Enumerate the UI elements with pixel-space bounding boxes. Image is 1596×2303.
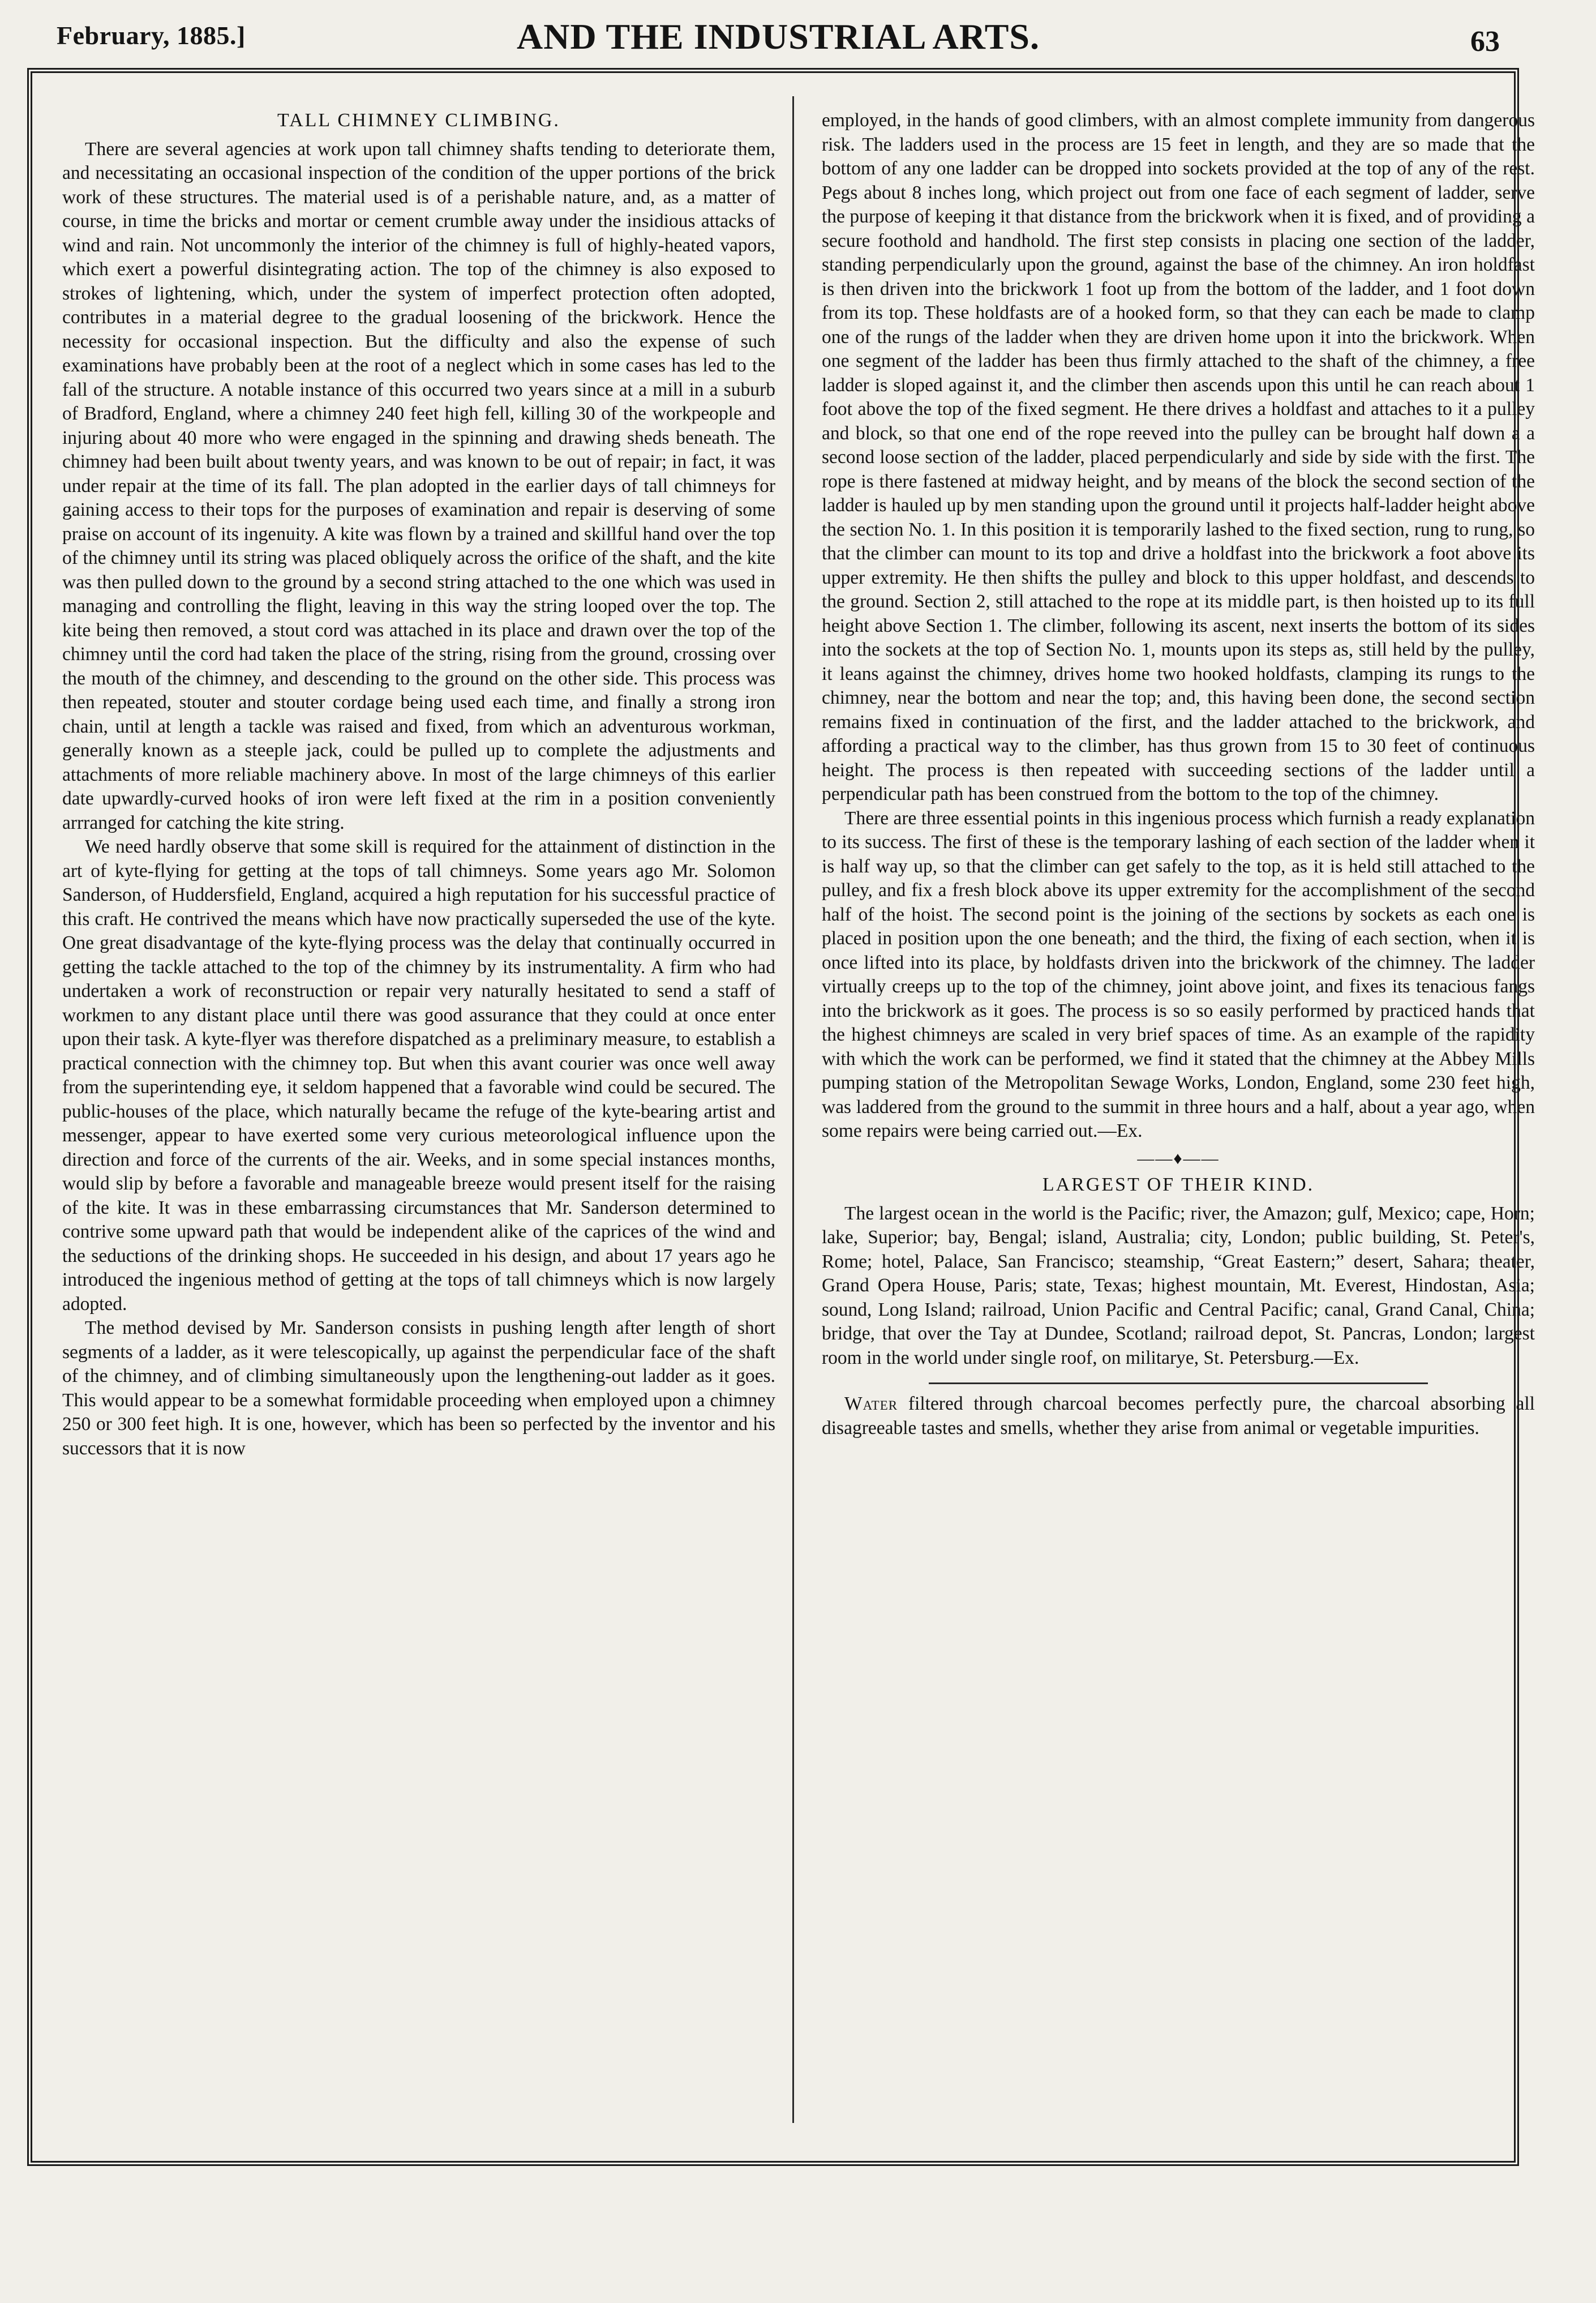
- article-paragraph: employed, in the hands of good climbers, with an almost complete immunity from dangerous risk. The ladders used in the process are 15 feet in length, and they are so made that the bottom of any one ladder can be dropped into sockets provided at the top of any of the rest. Pegs about 8 inches long, which project out from one face of each segment of ladder, serve the purpose of keeping it that distance from the brickwork when it is fixed, and of providing a secure foothold and handhold. The first step consists in placing one section of the ladder, standing perpendicularly upon the ground, against the base of the chimney. An iron holdfast is then driven into the brickwork 1 foot up from the bottom of the ladder, and 1 foot down from its top. These holdfasts are of a hooked form, so that they can each be made to clamp one of the rungs of the ladder when they are driven home upon it into the brickwork. When one segment of the ladder has been thus firmly attached to the shaft of the chimney, a free ladder is sloped against it, and the climber then ascends upon this until he can reach about 1 foot above the top of the fixed segment. He there drives a holdfast and attaches to it a pulley and block, so that one end of the rope reeved into the pulley can be brought half down a a second loose section of the ladder, placed perpendicularly and side by side with the first. The rope is there fastened at midway height, and by means of the block the second section of the ladder is hauled up by men standing upon the ground until it projects half-ladder height above the section No. 1. In this position it is temporarily lashed to the fixed section, rung to rung, so that the climber can mount to its top and drive a holdfast into the brickwork a foot above its upper extremity. He then shifts the pulley and block to this upper holdfast, and descends to the ground. Section 2, still attached to the rope at its middle part, is then hoisted up to its full height above Section 1. The climber, following its ascent, next inserts the bottom of its sides into the sockets at the top of Section No. 1, mounts upon its steps as, still held by the pulley, it leans against the chimney, drives home two hooked holdfasts, clamping its rungs to the chimney, near the bottom and near the top; and, this having been done, the second section remains fixed in continuation of the first, and the ladder attached to the brickwork, and affording a practical way to the climber, has thus grown from 15 to 30 feet of continuous height. The process is then repeated with succeeding sections of the ladder until a perpendicular path has been construed from the bottom to the top of the chimney.: [822, 110, 1535, 804]
- article-paragraph: The method devised by Mr. Sanderson consists in pushing length after length of short segments of a ladder, as it were telescopically, up against the perpendicular face of the shaft of the chimney, and of climbing simultaneously upon the lengthening-out ladder as it goes. This would appear to be a somewhat formidable proceeding when employed upon a chimney 250 or 300 feet high. It is one, however, which has been so perfected by the inventor and his successors that it is now: [62, 1317, 775, 1459]
- right-column: [822, 109, 1535, 2141]
- article-title-chimney: TALL CHIMNEY CLIMBING.: [277, 110, 560, 131]
- article-paragraph: We need hardly observe that some skill is required for the attainment of distinction in the art of kyte-flying for getting at the tops of tall chimneys. Some years ago Mr. Solomon Sanderson, of Huddersfield, England, acquired a high reputation for his successful practice of this craft. He contrived the means which have now practically superseded the use of the kyte. One great disadvantage of the kyte-flying process was the delay that continually occurred in getting the tackle attached to the top of the chimney by its instrumentality. A firm who had undertaken a work of reconstruction or repair very naturally hesitated to send a staff of workmen to any distant place until there was good assurance that they could at once enter upon their task. A kyte-flyer was therefore dispatched as a preliminary measure, to establish a practical connection with the chimney top. But when this avant courier was once well away from the superintending eye, it seldom happened that a favorable wind could be secured. The public-houses of the place, which naturally became the refuge of the kyte-bearing artist and messenger, appear to have exerted some very curious meteorological influence upon the direction and force of the currents of the air. Weeks, and in some special instances months, would slip by before a favorable and manageable breeze would present itself for the raising of the kite. It was in these embarrassing circumstances that Mr. Sanderson determined to contrive some upward path that would be independent alike of the caprices of the wind and the seductions of the drinking shops. He succeeded in his design, and about 17 years ago he introduced the ingenious method of getting at the tops of tall chimneys which is now largely adopted.: [62, 836, 775, 1315]
- article-paragraph: There are three essential points in this ingenious process which furnish a ready explanation to its success. The first of these is the temporary lashing of each section of the ladder when it is half way up, so that the climber can get safely to the top, as it is held still attached to the pulley, and fix a fresh block above its upper extremity for the accomplishment of the second half of the hoist. The second point is the joining of the sections by sockets as each one is placed in position upon the one beneath; and the third, the fixing of each section, when it is once lifted into its place, by holdfasts driven into the brickwork of the chimney. The ladder virtually creeps up to the top of the chimney, joint above joint, and fixes its tenacious fangs into the brickwork as it goes. The process is so so easily performed by practiced hands that the highest chimneys are scaled in very brief spaces of time. As an example of the rapidity with which the work can be performed, we find it stated that the chimney at the Abbey Mills pumping station of the Metropolitan Sewage Works, London, England, some 230 feet high, was laddered from the ground to the summit in three hours and a half, about a year ago, when some repairs were being carried out.—Ex.: [822, 807, 1535, 1141]
- section-separator: ——♦——: [1137, 1149, 1220, 1168]
- article-paragraph: The largest ocean in the world is the Pacific; river, the Amazon; gulf, Mexico; cape, Horn; lake, Superior; bay, Bengal; island, Australia; city, London; public building, St. Peter's, Rome; hotel, Palace, San Francisco; steamship, “Great Eastern;” desert, Sahara; theater, Grand Opera House, Paris; state, Texas; highest mountain, Mt. Everest, Hindostan, Asia; sound, Long Island; railroad, Union Pacific and Central Pacific; canal, Grand Canal, China; bridge, that over the Tay at Dundee, Scotland; railroad depot, St. Pancras, London; largest room in the world under single roof, on militarye, St. Petersburg.—Ex.: [822, 1202, 1535, 1368]
- water-note-lead: Water: [844, 1393, 898, 1414]
- running-head: [57, 12, 1500, 61]
- water-note-text: filtered through charcoal becomes perfectly pure, the charcoal absorbing all disagreeable tastes and smells, whether they arise from animal or vegetable impurities.: [822, 1393, 1535, 1439]
- page-number: 63: [1470, 25, 1500, 58]
- water-note: [822, 1392, 1535, 1440]
- article-paragraph: There are several agencies at work upon tall chimney shafts tending to deteriorate them, and necessitating an occasional inspection of the condition of the upper portions of the brick work of these structures. The material used is of a perishable nature, and, as a matter of course, in time the bricks and mortar or cement crumble away under the insidious attacks of wind and rain. Not uncommonly the interior of the chimney is full of highly-heated vapors, which exert a powerful disintegrating action. The top of the chimney is also exposed to strokes of lightening, which, under the system of imperfect protection often adopted, contributes in a material degree to the gradual loosening of the brickwork. Hence the necessity for occasional inspection. But the difficulty and also the expense of such examinations have probably been at the root of a neglect which in some cases has led to the fall of the structure. A notable instance of this occurred two years since at a mill in a suburb of Bradford, England, where a chimney 240 feet high fell, killing 30 of the workpeople and injuring about 40 more who were engaged in the spinning and drawing sheds beneath. The chimney had been built about twenty years, and was known to be out of repair; in fact, it was under repair at the time of its fall. The plan adopted in the earlier days of tall chimneys for gaining access to their tops for the purposes of examination and repair is deserving of some praise on account of its ingenuity. A kite was flown by a trained and skillful hand over the top of the chimney until its string was placed obliquely across the orifice of the shaft, and the kite was then pulled down to the ground by a second string attached to the one which was used in managing and controlling the flight, leaving in this way the string looped over the top. The kite being then removed, a stout cord was attached in its place and drawn over the top of the chimney until the cord had taken the place of the string, rising from the ground, crossing over the mouth of the chimney, and descending to the ground on the other side. This process was then repeated, stouter and stouter cordage being used each time, and finally a strong iron chain, until at length a tackle was raised and fixed, from which an adventurous workman, generally known as a steeple jack, could be pulled up to complete the adjustments and attachments of more reliable machinery above. In most of the large chimneys of this earlier date upwardly-curved hooks of iron were left fixed at the rim in a position conveniently arrranged for catching the kite string.: [62, 138, 775, 833]
- article-title-largest: LARGEST OF THEIR KIND.: [1042, 1174, 1315, 1195]
- publication-title: AND THE INDUSTRIAL ARTS.: [517, 16, 1040, 57]
- horizontal-rule: [929, 1382, 1428, 1384]
- issue-date: February, 1885.]: [57, 21, 246, 50]
- left-column: [62, 109, 775, 2141]
- column-divider: [792, 96, 794, 2123]
